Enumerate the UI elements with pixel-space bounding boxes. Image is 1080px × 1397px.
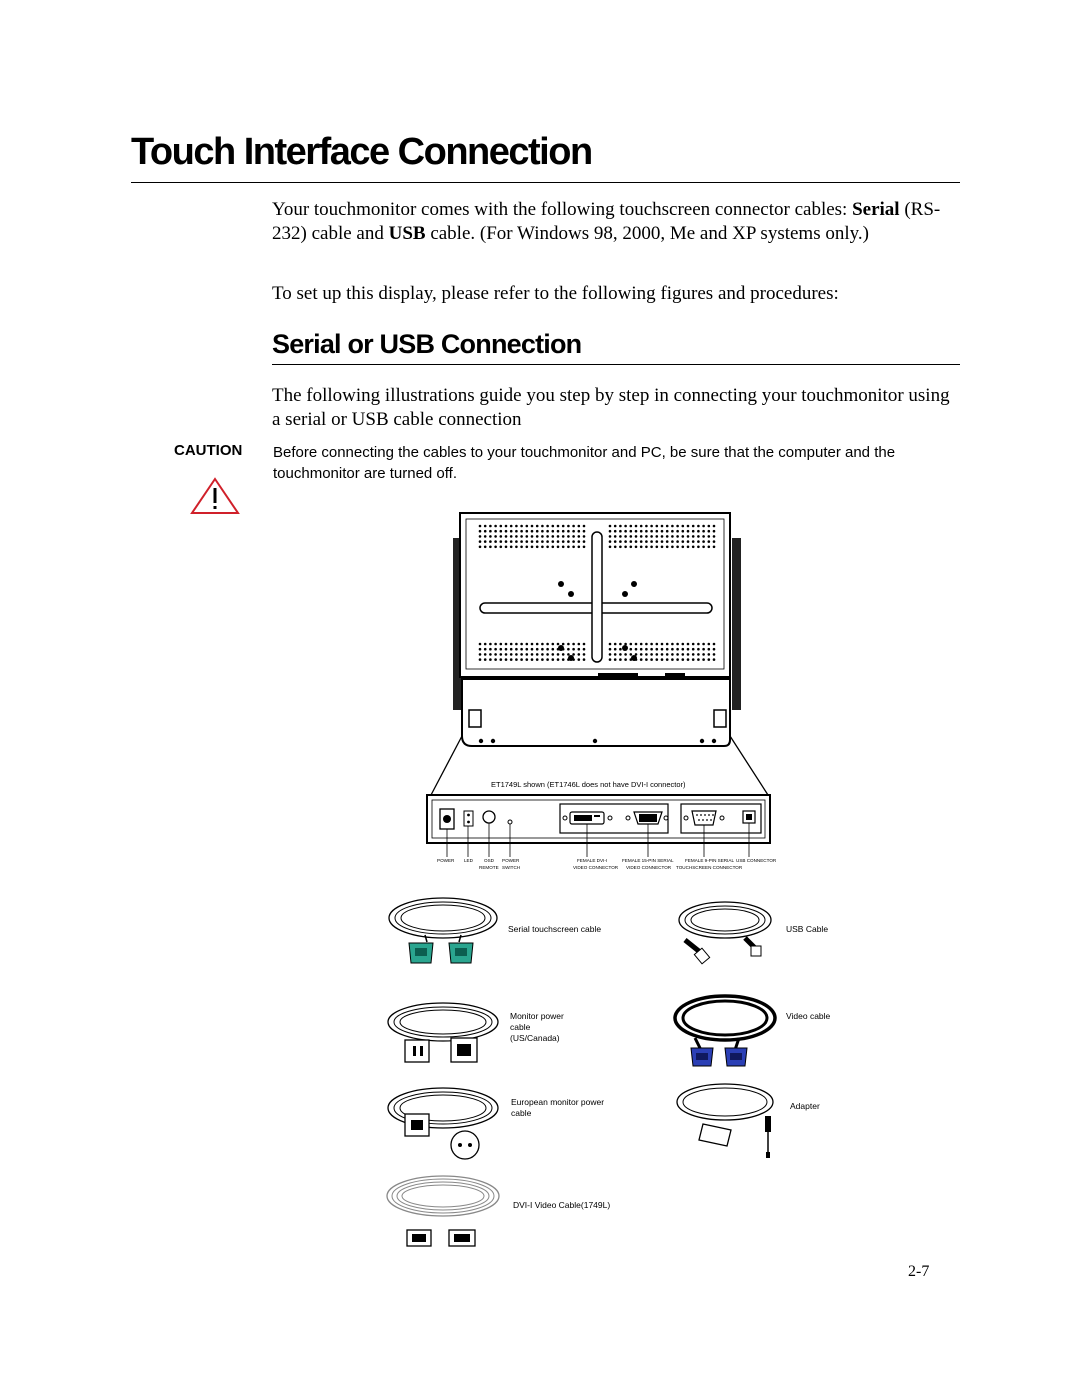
label-vga: FEMALE 15-PIN SERIAL — [622, 858, 674, 863]
label-osd: OSD — [484, 858, 494, 863]
label-osd-sub: REMOTE — [479, 865, 499, 870]
figure-caption: ET1749L shown (ET1746L does not have DVI-I connector) — [491, 780, 686, 789]
intro-suffix: cable. (For Windows 98, 2000, Me and XP systems only.) — [425, 223, 869, 244]
intro-paragraph — [272, 198, 962, 246]
label-usb-cable: USB Cable — [786, 924, 829, 934]
warning-icon — [190, 477, 240, 515]
title-rule — [131, 182, 960, 183]
intro-serial: Serial — [852, 199, 900, 220]
label-video-cable: Video cable — [786, 1011, 831, 1021]
page-number: 2-7 — [908, 1263, 930, 1280]
label-adapter: Adapter — [790, 1101, 820, 1111]
label-power-switch-sub: SWITCH — [502, 865, 521, 870]
monitor-back-illustration — [380, 505, 780, 885]
label-dvi-sub: VIDEO CONNECTOR — [573, 865, 619, 870]
label-serial-cable: Serial touchscreen cable — [508, 924, 602, 934]
intro-usb: USB — [388, 223, 426, 244]
label-dvi: FEMALE DVI-I — [577, 858, 608, 863]
subtitle-rule — [272, 364, 960, 365]
cables-illustration — [385, 890, 805, 1250]
serial-cable-graphic — [389, 898, 497, 963]
caution-text: Before connecting the cables to your touchmonitor and PC, be sure that the computer and the touchmonitor are turned off. — [273, 444, 896, 482]
label-monitor-power-cable: Monitor power cable (US/Canada) — [510, 1011, 564, 1043]
label-led: LED — [464, 858, 473, 863]
section-subtitle: Serial or USB Connection — [272, 329, 582, 359]
label-usb: USB CONNECTOR — [736, 858, 777, 863]
caution-label: CAUTION — [174, 442, 243, 459]
label-power-switch: POWER — [502, 858, 520, 863]
label-euro-power-cable: European monitor power cable — [511, 1097, 605, 1118]
guide-paragraph: The following illustrations guide you step by step in connecting your touchmonitor using a serial or USB cable connection — [272, 385, 950, 430]
intro-prefix: Your touchmonitor comes with the following touchscreen connector cables: — [272, 199, 853, 220]
label-vga-sub: VIDEO CONNECTOR — [626, 865, 672, 870]
setup-paragraph: To set up this display, please refer to the following figures and procedures: — [272, 283, 839, 304]
intro-mid: (RS-232) cable and — [272, 199, 941, 244]
label-serial: FEMALE 9-PIN SERIAL — [685, 858, 735, 863]
label-power: POWER — [437, 858, 455, 863]
label-dvi-cable: DVI-I Video Cable(1749L) — [513, 1200, 611, 1210]
page-title: Touch Interface Connection — [131, 131, 592, 173]
label-serial-sub: TOUCHSCREEN CONNECTOR — [676, 865, 743, 870]
